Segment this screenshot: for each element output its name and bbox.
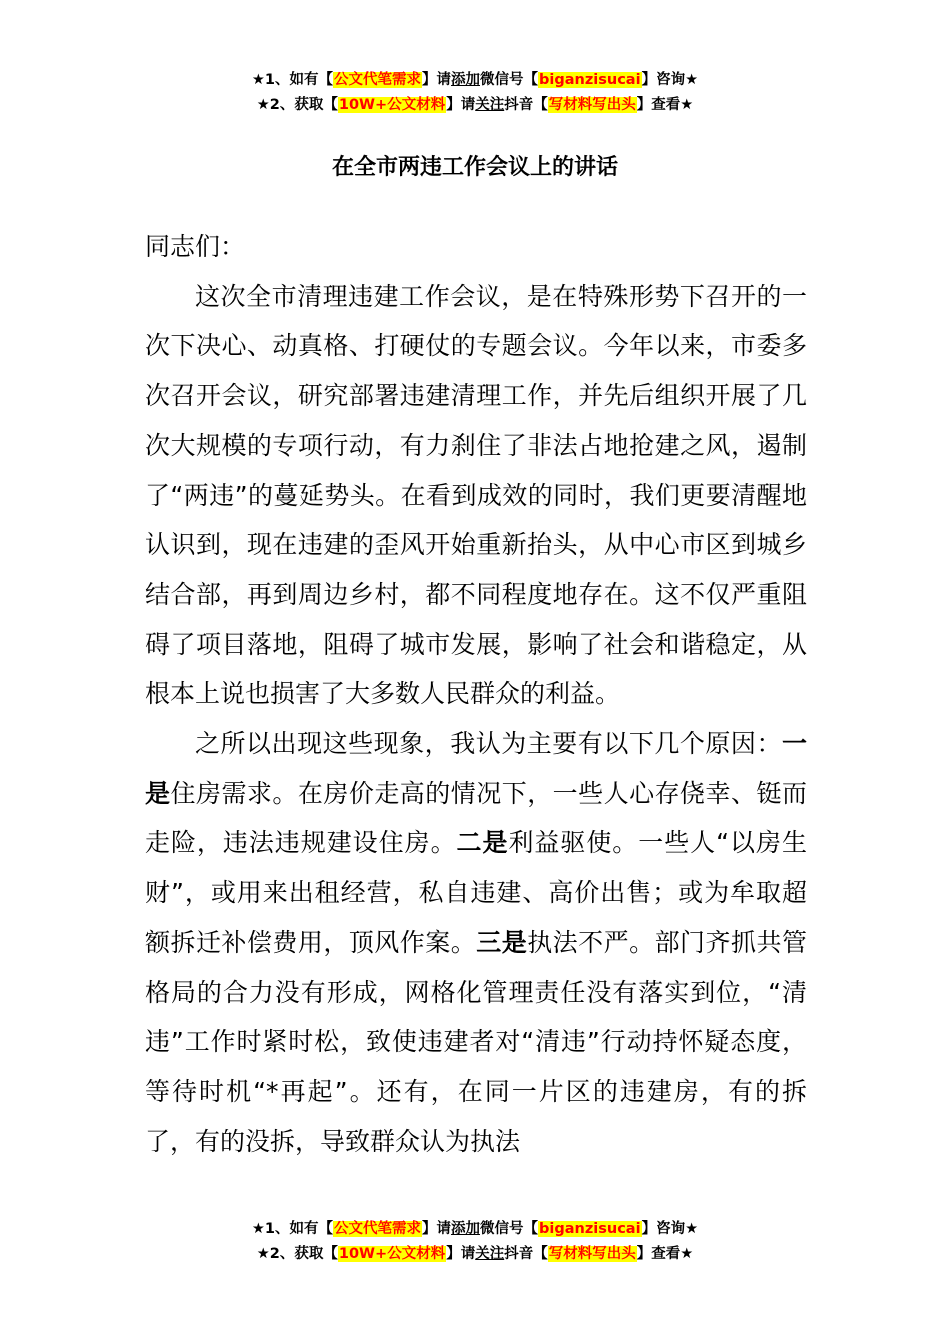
banner-text: 】请: [446, 1246, 476, 1262]
banner-text: 】请: [446, 97, 476, 113]
banner-line-2: [0, 1242, 950, 1267]
banner-line-1: [0, 68, 950, 93]
banner-text: 】咨询★: [641, 72, 699, 88]
reason-1-label: 一是: [145, 729, 807, 808]
banner-text: 】请: [422, 72, 452, 88]
banner-text: ★1、如有【: [251, 72, 334, 88]
banner-highlight: 公文代笔需求: [334, 1221, 422, 1237]
banner-text: 】查看★: [636, 1246, 694, 1262]
salutation: 同志们：: [145, 232, 246, 261]
banner-highlight: 10W+公文材料: [338, 97, 446, 113]
banner-highlight: 10W+公文材料: [338, 1246, 446, 1262]
reason-3-label: 三是: [476, 927, 528, 957]
banner-text: 】咨询★: [641, 1221, 699, 1237]
banner-text: 】请: [422, 1221, 452, 1237]
banner-text: ★2、获取【: [256, 1246, 338, 1262]
banner-underlined: 添加: [451, 72, 481, 88]
banner-text: 抖音【: [504, 97, 548, 113]
banner-text: ★1、如有【: [251, 1221, 334, 1237]
banner-text: 】查看★: [636, 97, 694, 113]
banner-highlight: 公文代笔需求: [334, 72, 422, 88]
banner-highlight: 写材料写出头: [548, 1246, 636, 1262]
banner-text: 微信号【: [480, 1221, 539, 1237]
paragraph-2: [145, 719, 807, 1166]
document-body: [145, 222, 807, 1166]
banner-underlined: 添加: [451, 1221, 481, 1237]
banner-line-2: [0, 93, 950, 118]
reason-1-text: 住房需求。在房价走高的情况下，一些人心存侥幸、铤而走险，违法违规建设住房。: [145, 778, 807, 858]
banner-underlined: 关注: [475, 1246, 505, 1262]
document-title: 在全市两违工作会议上的讲话: [331, 155, 618, 180]
reason-3-text: 执法不严。部门齐抓共管格局的合力没有形成，网格化管理责任没有落实到位，“清违”工作时紧时松，致使违建者对“清违”行动持怀疑态度，等待时机“*再起”。还有，在同一片区的违建房，有的拆了，有的没拆，导致群众认为执法: [145, 927, 807, 1156]
top-banner: [0, 68, 950, 118]
banner-highlight: biganzisucai: [539, 1221, 641, 1237]
banner-highlight: 写材料写出头: [548, 97, 636, 113]
paragraph-2-intro: 之所以出现这些现象，我认为主要有以下几个原因：: [195, 729, 782, 759]
reason-2-text: 利益驱使。一些人“以房生财”，或用来出租经营，私自违建、高价出售；或为牟取超额拆迁补偿费用，顶风作案。: [145, 828, 807, 957]
banner-highlight: biganzisucai: [539, 72, 641, 88]
paragraph-1: 这次全市清理违建工作会议，是在特殊形势下召开的一次下决心、动真格、打硬仗的专题会议。今年以来，市委多次召开会议，研究部署违建清理工作，并先后组织开展了几次大规模的专项行动，有力刹住了非法占地抢建之风，遏制了“两违”的蔓延势头。在看到成效的同时，我们更要清醒地认识到，现在违建的歪风开始重新抬头，从中心市区到城乡结合部，再到周边乡村，都不同程度地存在。这不仅严重阻碍了项目落地，阻碍了城市发展，影响了社会和谐稳定，从根本上说也损害了大多数人民群众的利益。: [145, 281, 807, 709]
banner-text: 微信号【: [480, 72, 539, 88]
bottom-banner: [0, 1217, 950, 1267]
banner-text: ★2、获取【: [256, 97, 338, 113]
banner-text: 抖音【: [504, 1246, 548, 1262]
reason-2-label: 二是: [456, 828, 509, 858]
banner-line-1: [0, 1217, 950, 1242]
banner-underlined: 关注: [475, 97, 505, 113]
